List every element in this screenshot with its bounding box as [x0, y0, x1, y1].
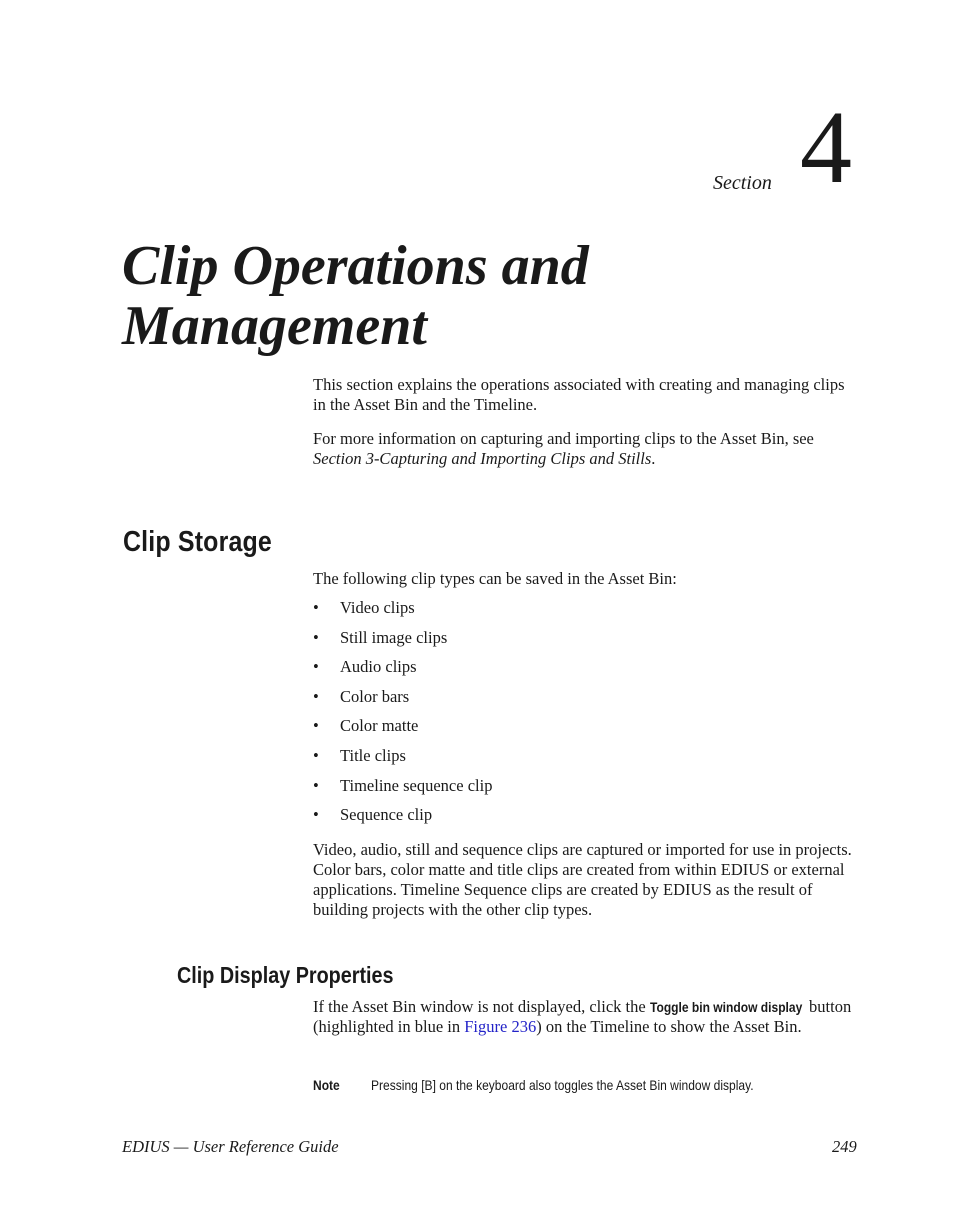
bullet-icon: •	[313, 716, 319, 736]
intro-ref-suffix: .	[651, 449, 656, 468]
note-label: Note	[313, 1077, 340, 1093]
intro-ref-prefix: For more information on capturing and importing clips to the Asset Bin, see	[313, 429, 814, 448]
intro-paragraph: This section explains the operations associated with creating and managing clips in the Asset Bin and the Timeline.	[313, 375, 845, 414]
bullet-icon: •	[313, 805, 319, 825]
page-number: 249	[832, 1137, 857, 1156]
list-item: • Timeline sequence clip	[313, 775, 493, 795]
chapter-title	[122, 236, 882, 356]
intro-section	[313, 375, 861, 469]
bullet-icon: •	[313, 657, 319, 677]
list-item: • Video clips	[313, 598, 415, 617]
clip-storage-intro	[313, 569, 861, 589]
section-label: Section	[713, 172, 772, 194]
note	[313, 1076, 873, 1094]
list-item: • Title clips	[313, 745, 406, 765]
clip-storage-heading: Clip Storage	[123, 526, 272, 558]
chapter-title-line-2: Management	[122, 295, 427, 357]
bullet-icon: •	[313, 598, 319, 617]
clip-type-list	[313, 598, 492, 835]
list-item: • Audio clips	[313, 657, 417, 677]
clip-storage-description: Video, audio, still and sequence clips are captured or imported for use in projects. Color bars, color matte and title clips are created from within EDIUS or external applications. Timeline Sequence clips are created by EDIUS as the result of building projects with the other clip types.	[313, 840, 852, 919]
list-item: • Color bars	[313, 686, 410, 706]
footer-title: EDIUS — User Reference Guide	[122, 1137, 339, 1156]
figure-link[interactable]: Figure 236	[464, 1017, 537, 1036]
bullet-icon: •	[313, 627, 319, 647]
list-item: • Color matte	[313, 716, 419, 736]
section-reference: Section 3-Capturing and Importing Clips and Stills	[313, 449, 652, 468]
clip-display-paragraph	[313, 997, 861, 1037]
bullet-icon: •	[313, 775, 319, 795]
clip-display-heading: Clip Display Properties	[177, 962, 394, 988]
clip-display-text: If the Asset Bin window is not displayed, click the Toggle bin window display button (highlighted in blue in Figure 236) on the Timeline to show the Asset Bin.	[313, 997, 852, 1036]
chapter-title-line-1: Clip Operations and	[122, 235, 589, 297]
toggle-bin-button-label: Toggle bin window display	[649, 999, 803, 1015]
bullet-icon: •	[313, 745, 319, 765]
list-item: • Still image clips	[313, 627, 448, 647]
section-number: 4	[800, 90, 852, 205]
list-item: • Sequence clip	[313, 805, 433, 825]
clip-storage-paragraph	[313, 840, 861, 920]
intro-reference-paragraph	[313, 429, 861, 469]
clip-storage-intro-text: The following clip types can be saved in the Asset Bin:	[313, 569, 677, 588]
bullet-icon: •	[313, 686, 319, 706]
note-text: Pressing [B] on the keyboard also toggles the Asset Bin window display.	[371, 1077, 754, 1093]
